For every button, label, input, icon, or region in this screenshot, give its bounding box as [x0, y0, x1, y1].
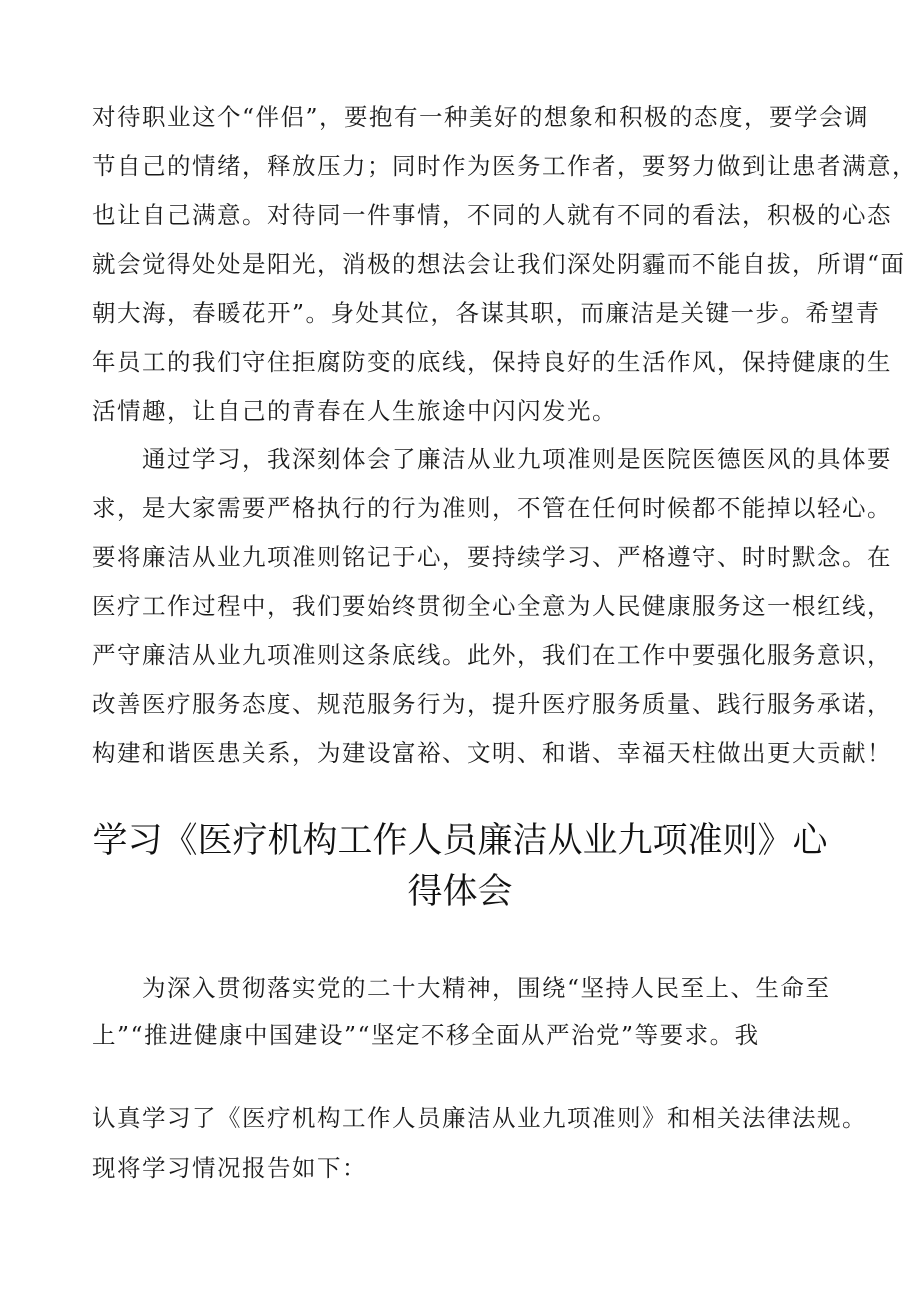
paragraph-line: 朝大海，春暖花开”。身处其位，各谋其职，而廉洁是关键一步。希望青 [92, 299, 881, 327]
paragraph-line: 要将廉洁从业九项准则铭记于心，要持续学习、严格遵守、时时默念。在 [92, 543, 892, 571]
paragraph-line: 节自己的情绪，释放压力；同时作为医务工作者，要努力做到让患者满意， [92, 152, 917, 180]
paragraph-line: 活情趣，让自己的青春在人生旅途中闪闪发光。 [92, 397, 617, 425]
title-line: 得体会 [407, 872, 513, 912]
paragraph-line: 也让自己满意。对待同一件事情，不同的人就有不同的看法，积极的心态 [92, 201, 892, 229]
title-line: 学习《医疗机构工作人员廉洁从业九项准则》心 [92, 821, 828, 861]
paragraph-line: 为深入贯彻落实党的二十大精神，围绕“坚持人民至上、生命至 [142, 974, 831, 1002]
paragraph-line: 求，是大家需要严格执行的行为准则，不管在任何时候都不能掉以轻心。 [92, 494, 892, 522]
paragraph-line: 上”“推进健康中国建设”“坚定不移全面从严治党”等要求。我 [92, 1021, 760, 1049]
paragraph-line: 改善医疗服务态度、规范服务行为，提升医疗服务质量、践行服务承诺， [92, 690, 892, 718]
paragraph-line: 就会觉得处处是阳光，消极的想法会让我们深处阴霾而不能自拔，所谓“面 [92, 250, 906, 278]
paragraph-line: 严守廉洁从业九项准则这条底线。此外，我们在工作中要强化服务意识， [92, 641, 892, 669]
paragraph-line: 年员工的我们守住拒腐防变的底线，保持良好的生活作风，保持健康的生 [92, 348, 892, 376]
paragraph-line: 医疗工作过程中，我们要始终贯彻全心全意为人民健康服务这一根红线， [92, 592, 892, 620]
paragraph-line: 构建和谐医患关系，为建设富裕、文明、和谐、幸福天柱做出更大贡献！ [92, 739, 892, 767]
paragraph-line: 通过学习，我深刻体会了廉洁从业九项准则是医院医德医风的具体要 [142, 445, 892, 473]
paragraph-line: 现将学习情况报告如下： [92, 1154, 367, 1182]
paragraph-line: 认真学习了《医疗机构工作人员廉洁从业九项准则》和相关法律法规。 [92, 1104, 867, 1132]
paragraph-line: 对待职业这个“伴侣”，要抱有一种美好的想象和积极的态度，要学会调 [92, 103, 870, 131]
